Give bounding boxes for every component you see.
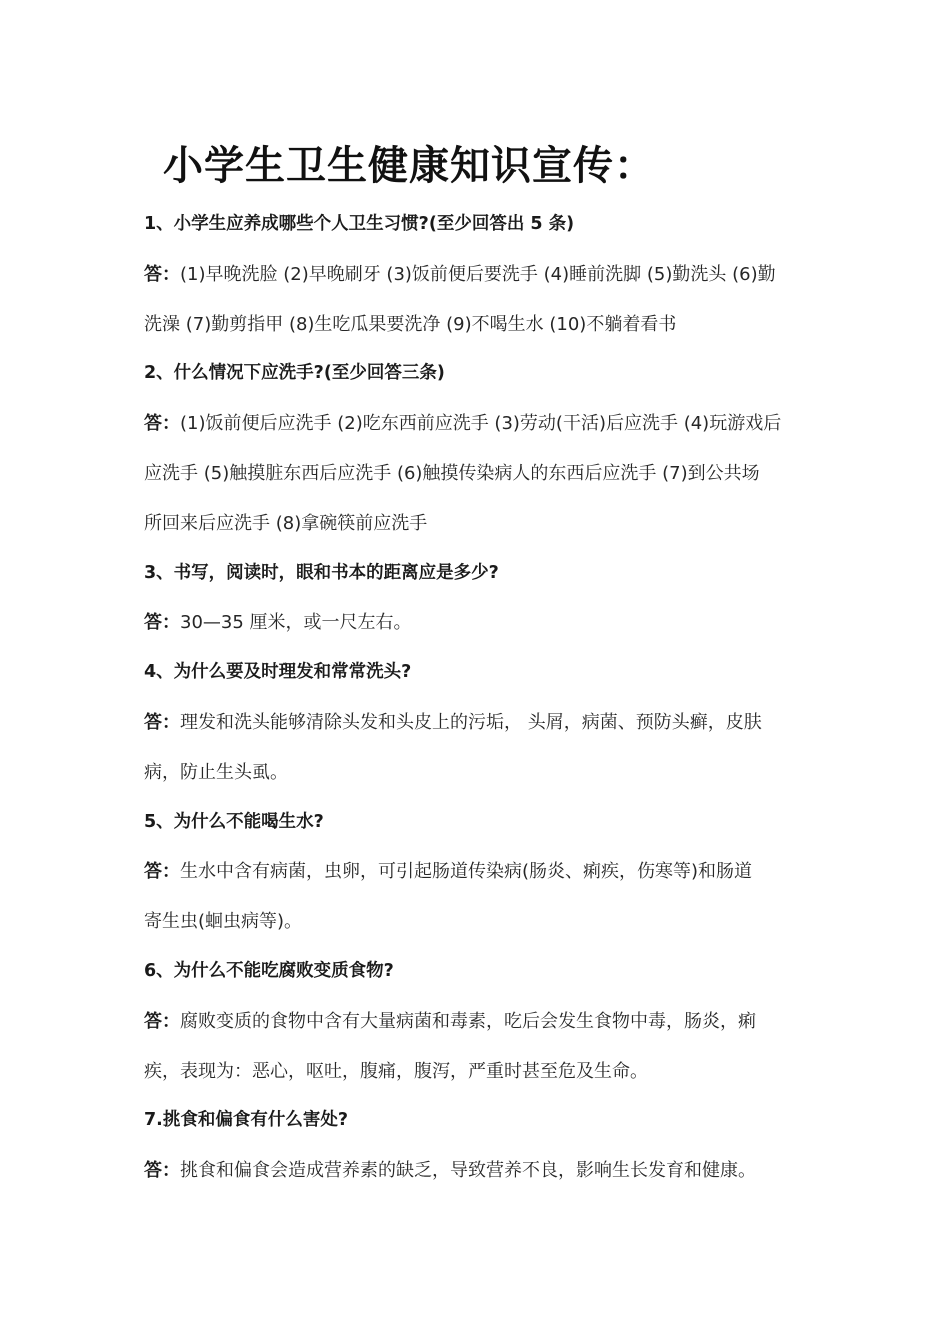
answer-label: 答： [144, 711, 180, 733]
answer-text: (1)早晚洗脸 (2)早晚刷牙 (3)饭前便后要洗手 (4)睡前洗脚 (5)勤洗头 (6)勤 [180, 263, 776, 285]
answer-1-line-2: 洗澡 (7)勤剪指甲 (8)生吃瓜果要洗净 (9)不喝生水 (10)不躺着看书 [144, 313, 677, 335]
answer-4-line-2: 病，防止生头虱。 [144, 761, 288, 783]
answer-3-line-1 [144, 598, 812, 648]
answer-4-line-1 [144, 698, 812, 748]
answer-label: 答： [144, 612, 180, 634]
answer-5-line-1 [144, 847, 812, 897]
answer-6-line-1 [144, 997, 812, 1047]
question-4: 4、为什么要及时理发和常常洗头? [144, 662, 412, 683]
answer-7-line-1 [144, 1146, 812, 1196]
answer-text: 挑食和偏食会造成营养素的缺乏，导致营养不良，影响生长发育和健康。 [180, 1160, 756, 1182]
question-7: 7.挑食和偏食有什么害处? [144, 1110, 348, 1131]
answer-label: 答： [144, 861, 180, 883]
answer-label: 答： [144, 1160, 180, 1182]
answer-label: 答： [144, 263, 180, 285]
question-3: 3、书写，阅读时，眼和书本的距离应是多少? [144, 562, 499, 583]
answer-2-line-2: 应洗手 (5)触摸脏东西后应洗手 (6)触摸传染病人的东西后应洗手 (7)到公共场 [144, 462, 760, 484]
qa-list [144, 200, 812, 1196]
answer-5-line-2: 寄生虫(蛔虫病等)。 [144, 911, 303, 933]
answer-text: 30—35 厘米，或一尺左右。 [180, 612, 412, 634]
question-1: 1、小学生应养成哪些个人卫生习惯?(至少回答出 5 条) [144, 214, 575, 234]
answer-label: 答： [144, 413, 180, 435]
question-2: 2、什么情况下应洗手?(至少回答三条) [144, 363, 445, 384]
answer-text: 理发和洗头能够清除头发和头皮上的污垢， 头屑，病菌、预防头癣，皮肤 [180, 711, 762, 733]
question-5: 5、为什么不能喝生水? [144, 811, 324, 832]
question-6: 6、为什么不能吃腐败变质食物? [144, 960, 394, 981]
page-title: 小学生卫生健康知识宣传： [163, 143, 655, 189]
answer-2-line-1 [144, 399, 812, 449]
answer-6-line-2: 疾，表现为：恶心，呕吐，腹痛，腹泻，严重时甚至危及生命。 [144, 1060, 648, 1082]
answer-text: (1)饭前便后应洗手 (2)吃东西前应洗手 (3)劳动(干活)后应洗手 (4)玩游戏后 [180, 413, 782, 435]
answer-label: 答： [144, 1010, 180, 1032]
answer-1-line-1 [144, 250, 812, 300]
answer-2-line-3: 所回来后应洗手 (8)拿碗筷前应洗手 [144, 512, 428, 534]
answer-text: 腐败变质的食物中含有大量病菌和毒素，吃后会发生食物中毒，肠炎，痢 [180, 1010, 756, 1032]
answer-text: 生水中含有病菌，虫卵，可引起肠道传染病(肠炎、痢疾，伤寒等)和肠道 [180, 861, 753, 883]
